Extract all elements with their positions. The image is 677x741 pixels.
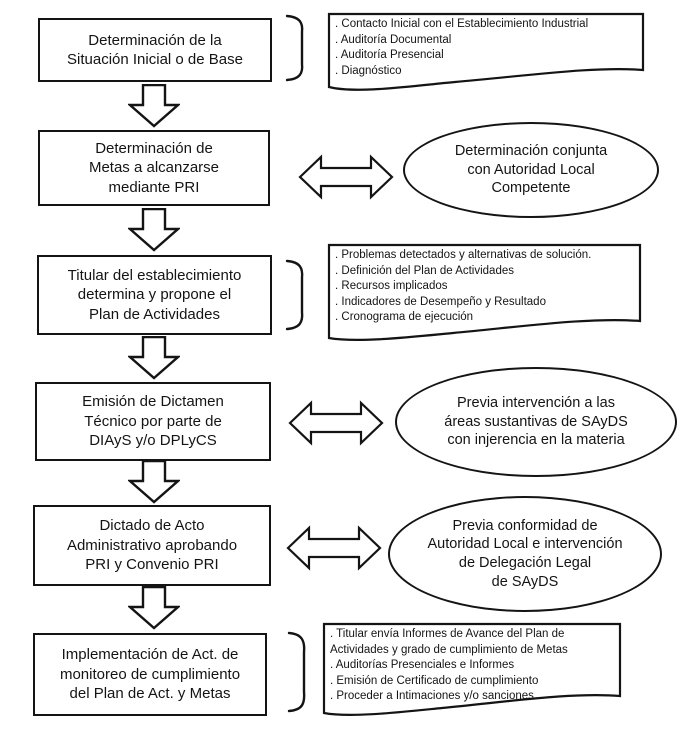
process-box-monitoreo [33, 633, 267, 716]
ellipse-text-line: de SAyDS [491, 573, 559, 590]
process-box-dictamen-tecnico [35, 382, 271, 461]
box-text-line: Emisión de Dictamen [82, 393, 224, 411]
box-text-line: Determinación de [95, 139, 213, 157]
bracket-shape [284, 13, 310, 83]
note-line: . Diagnóstico [335, 64, 402, 77]
box-text-line: Plan de Actividades [89, 305, 220, 323]
note-seguimiento [322, 622, 622, 724]
box-text-line: mediante PRI [108, 178, 200, 196]
note-line: . Indicadores de Desempeño y Resultado [335, 295, 546, 308]
down-arrow-icon [128, 586, 180, 630]
note-line: . Definición del Plan de Actividades [335, 264, 514, 277]
double-arrow-icon [286, 522, 382, 574]
process-box-metas-pri [38, 130, 270, 206]
ellipse-text-line: áreas sustantivas de SAyDS [444, 413, 628, 430]
down-arrow-icon [128, 208, 180, 252]
box-text-line: Dictado de Acto [99, 517, 205, 535]
box-text-line: determina y propone el [77, 286, 232, 304]
note-line: . Titular envía Informes de Avance del Plan de [330, 628, 565, 640]
box-text-line: Implementación de Act. de [61, 646, 239, 664]
down-arrow-icon [128, 84, 180, 128]
process-box-situacion-inicial [38, 18, 272, 82]
note-line: . Problemas detectados y alternativas de solución. [335, 249, 592, 261]
ellipse-text-line: de Delegación Legal [458, 555, 592, 571]
note-line: Actividades y grado de cumplimiento de Metas [330, 643, 568, 656]
ellipse-text-line: Previa conformidad de [452, 517, 598, 534]
double-arrow-icon [288, 397, 384, 449]
box-text-line: monitoreo de cumplimiento [59, 665, 241, 683]
note-line: . Emisión de Certificado de cumplimiento [330, 674, 539, 687]
note-line: . Auditorías Presenciales e Informes [330, 659, 515, 671]
box-text-line: Titular del establecimiento [67, 266, 242, 284]
ellipse-text-line: Determinación conjunta [454, 143, 608, 160]
box-text-line: Determinación de la [88, 31, 222, 49]
ellipse-autoridad-local [403, 122, 659, 218]
note-contenido-plan [327, 243, 642, 349]
ellipse-text-line: con Autoridad Local [467, 161, 595, 178]
box-text-line: Administrativo aprobando [66, 536, 238, 554]
note-line: . Recursos implicados [335, 280, 448, 292]
bracket-shape [286, 630, 312, 714]
process-box-plan-actividades [37, 255, 272, 335]
ellipse-delegacion-legal [388, 496, 662, 612]
bracket-shape [284, 258, 310, 332]
down-arrow-icon [128, 460, 180, 504]
note-line: . Auditoría Presencial [335, 49, 444, 61]
double-arrow-icon [298, 151, 394, 203]
ellipse-areas-sustantivas [395, 367, 677, 477]
box-text-line: DIAyS y/o DPLyCS [89, 432, 217, 450]
ellipse-text-line: Competente [491, 180, 571, 197]
box-text-line: Metas a alcanzarse [88, 159, 220, 177]
down-arrow-icon [128, 336, 180, 380]
note-line: . Cronograma de ejecución [335, 311, 474, 323]
process-box-acto-administrativo [33, 505, 271, 586]
box-text-line: PRI y Convenio PRI [85, 556, 219, 574]
ellipse-text-line: Autoridad Local e intervención [427, 536, 623, 553]
ellipse-text-line: Previa intervención a las [457, 395, 615, 412]
note-line: . Auditoría Documental [335, 33, 452, 46]
box-text-line: Técnico por parte de [84, 412, 222, 430]
box-text-line: Situación Inicial o de Base [67, 51, 243, 68]
ellipse-text-line: con injerencia en la materia [447, 432, 625, 449]
box-text-line: del Plan de Act. y Metas [69, 685, 231, 703]
note-line: . Contacto Inicial con el Establecimiento Industrial [335, 18, 589, 30]
note-auditorias-iniciales [327, 12, 645, 98]
note-line: . Proceder a Intimaciones y/o sanciones [330, 690, 534, 702]
